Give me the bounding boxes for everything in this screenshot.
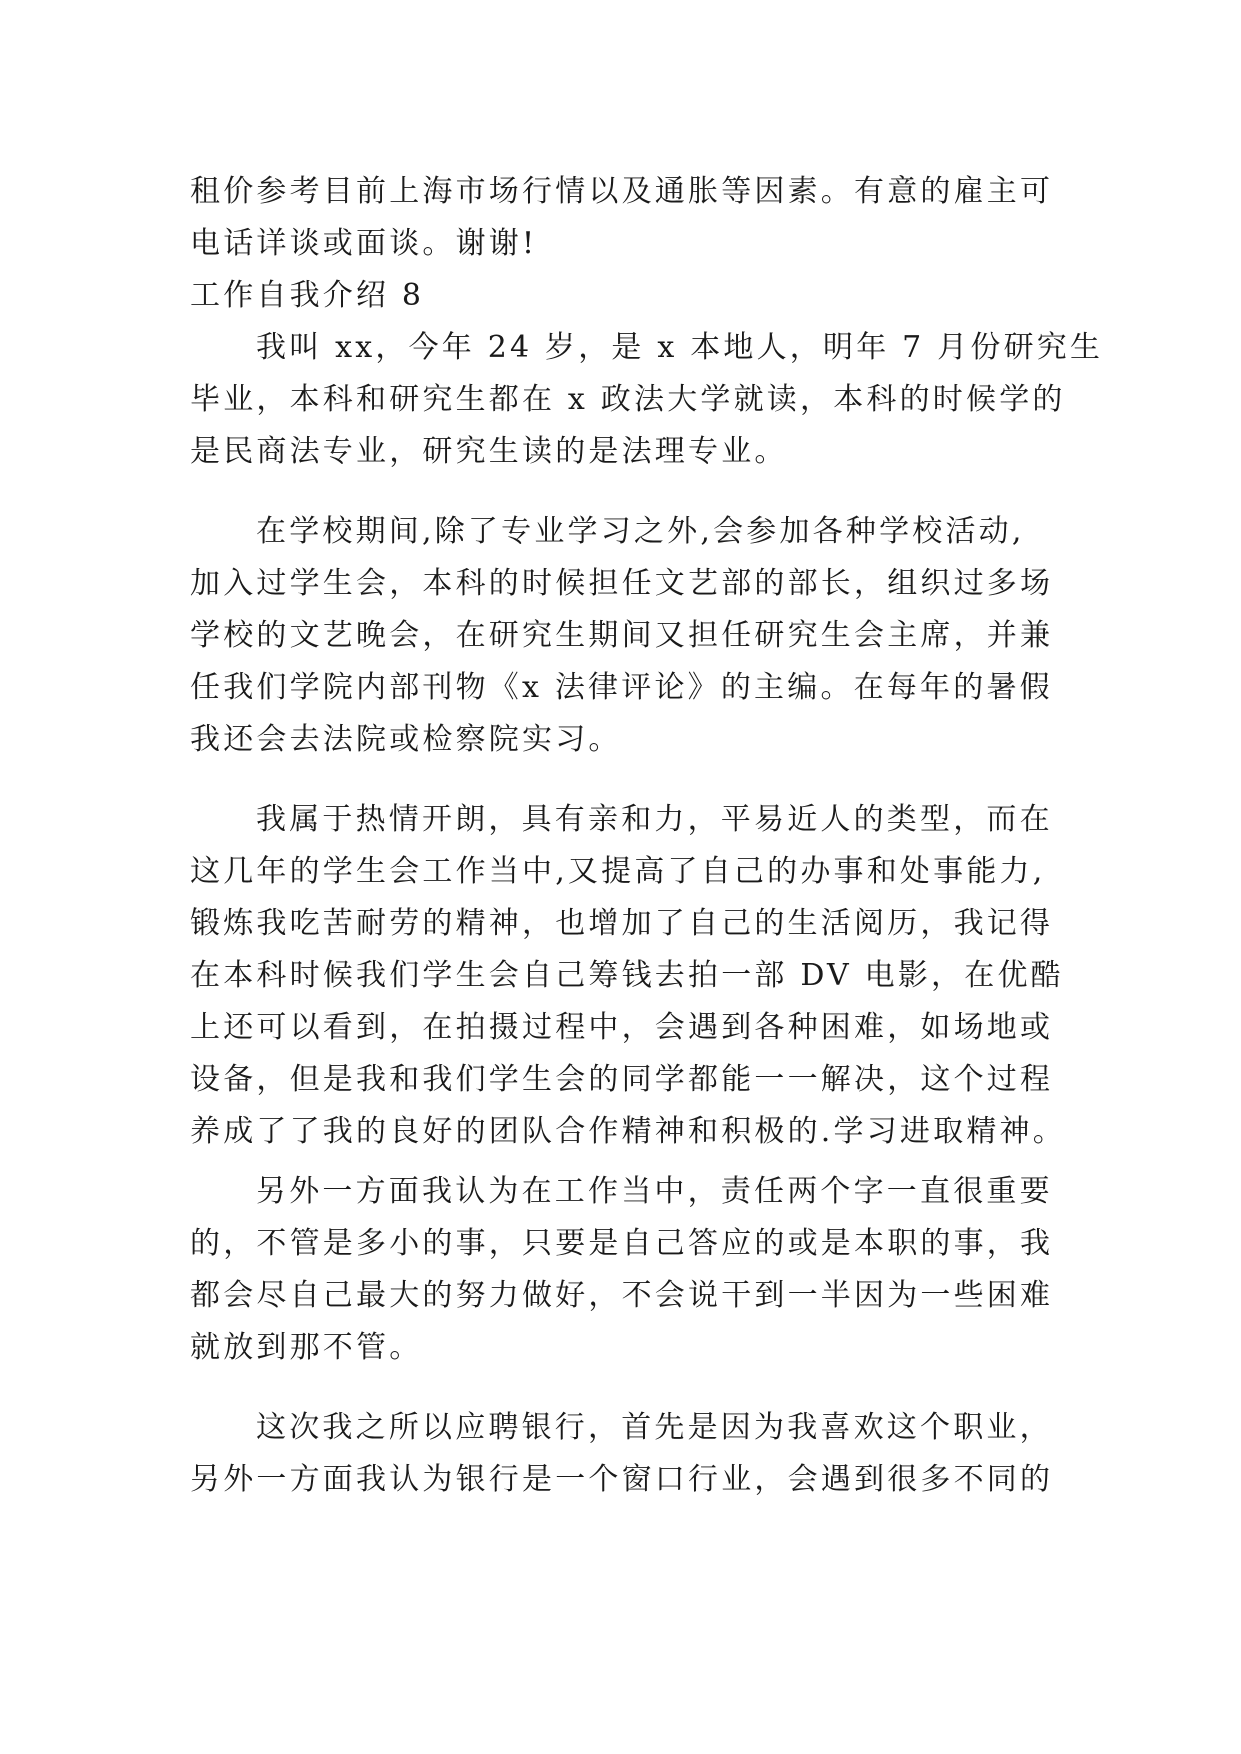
text-line: 就放到那不管。 [190,1330,423,1365]
paragraph [190,794,1070,1158]
text-line: 在学校期间,除了专业学习之外,会参加各种学校活动, [256,514,1025,549]
paragraph [190,322,1104,478]
document-body [190,166,1104,1506]
text-line: 我还会去法院或检察院实习。 [190,722,622,757]
text-line: 任我们学院内部刊物《x 法律评论》的主编。在每年的暑假 [190,670,1053,705]
text-line: 都会尽自己最大的努力做好，不会说干到一半因为一些困难 [190,1278,1054,1313]
text-line: 租价参考目前上海市场行情以及通胀等因素。有意的雇主可 [190,174,1054,209]
paragraph [190,506,1070,766]
text-line: 这次我之所以应聘银行，首先是因为我喜欢这个职业， [256,1410,1053,1445]
text-line: 另外一方面我认为银行是一个窗口行业，会遇到很多不同的 [190,1462,1054,1497]
text-line: 另外一方面我认为在工作当中，责任两个字一直很重要 [256,1174,1053,1209]
text-line: 电话详谈或面谈。谢谢! [190,226,538,261]
text-line: 设备，但是我和我们学生会的同学都能一一解决，这个过程 [190,1062,1054,1097]
text-line: 学校的文艺晚会，在研究生期间又担任研究生会主席，并兼 [190,618,1054,653]
text-line: 上还可以看到，在拍摄过程中，会遇到各种困难，如场地或 [190,1010,1054,1045]
text-line: 我属于热情开朗，具有亲和力，平易近人的类型，而在 [256,802,1053,837]
section-heading: 工作自我介绍 8 [190,278,425,313]
paragraph [190,1402,1070,1506]
text-line: 这几年的学生会工作当中,又提高了自己的办事和处事能力, [190,854,1046,889]
text-line: 的，不管是多小的事，只要是自己答应的或是本职的事，我 [190,1226,1054,1261]
text-line: 我叫 xx，今年 24 岁，是 x 本地人，明年 7 月份研究生 [256,330,1104,365]
text-line: 是民商法专业，研究生读的是法理专业。 [190,434,788,469]
text-line: 锻炼我吃苦耐劳的精神，也增加了自己的生活阅历，我记得 [190,906,1054,941]
text-line: 毕业，本科和研究生都在 x 政法大学就读，本科的时候学的 [190,382,1066,417]
text-line: 养成了了我的良好的团队合作精神和积极的.学习进取精神。 [190,1114,1066,1149]
text-line: 加入过学生会，本科的时候担任文艺部的部长，组织过多场 [190,566,1054,601]
paragraph [190,1166,1070,1374]
text-line: 在本科时候我们学生会自己筹钱去拍一部 DV 电影，在优酷 [190,958,1064,993]
